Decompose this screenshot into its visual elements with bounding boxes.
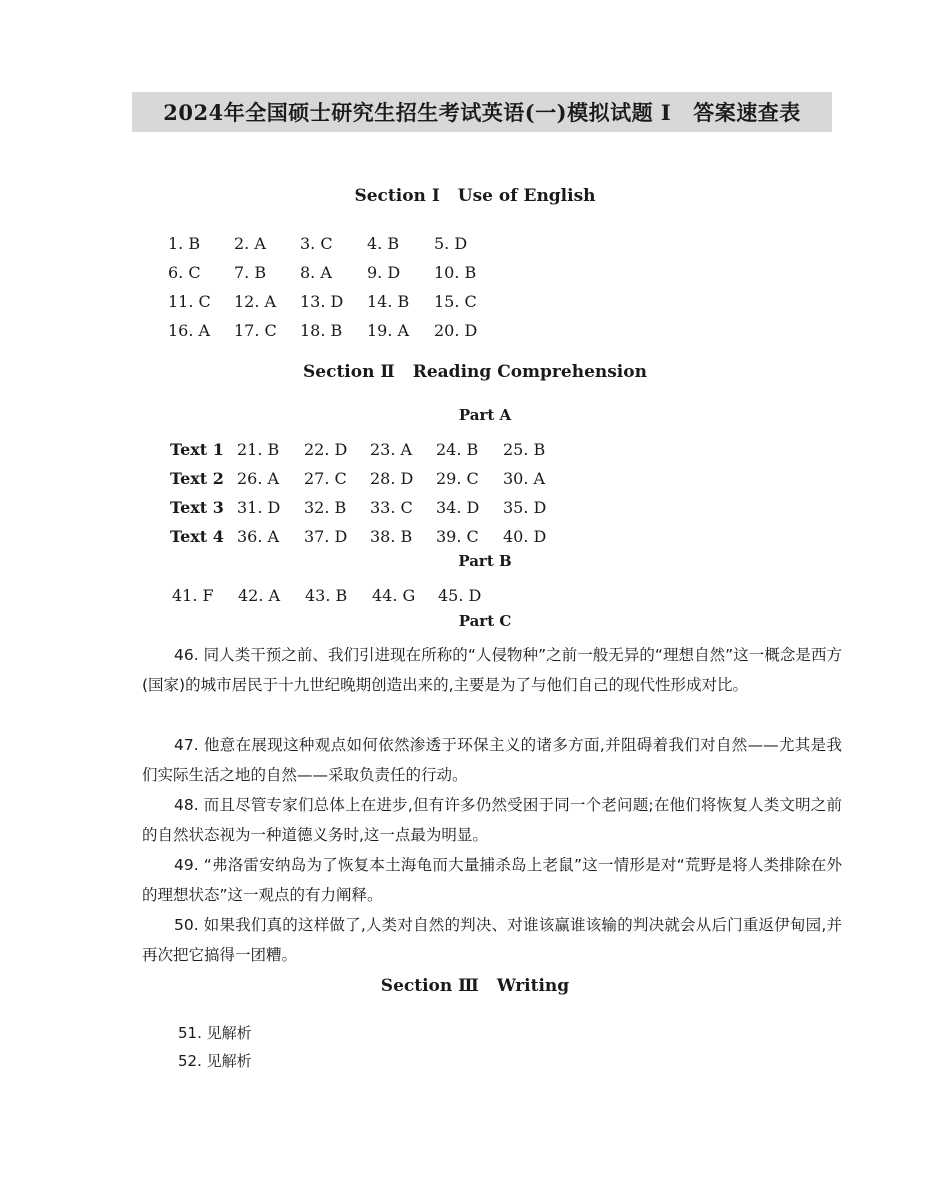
answer: 34. D (436, 498, 480, 517)
answer: 6. C (168, 263, 201, 282)
answer: 13. D (300, 292, 344, 311)
answer: 43. B (305, 586, 348, 605)
answer: 4. B (367, 234, 400, 253)
answer: 16. A (168, 321, 211, 340)
writing-item: 52. 见解析 (178, 1052, 252, 1070)
answer: 27. C (304, 469, 347, 488)
answer: 21. B (237, 440, 280, 459)
section-1-heading: Section Ⅰ Use of English (354, 186, 596, 206)
answer: 24. B (436, 440, 479, 459)
part-c-heading: Part C (458, 612, 512, 630)
answer: 42. A (238, 586, 281, 605)
answer: 44. G (372, 586, 416, 605)
answer: 18. B (300, 321, 343, 340)
text-label: Text 1 (170, 440, 224, 459)
answer: 10. B (434, 263, 477, 282)
answer: 12. A (234, 292, 277, 311)
text-label: Text 3 (170, 498, 224, 517)
answer: 19. A (367, 321, 410, 340)
answer: 36. A (237, 527, 280, 546)
section-2-heading: Section Ⅱ Reading Comprehension (303, 362, 647, 382)
translation-item: 47. 他意在展现这种观点如何依然渗透于环保主义的诸多方面,并阻碍着我们对自然——尤其是我们实际生活之地的自然——采取负责任的行动。 (142, 736, 842, 784)
answer: 7. B (234, 263, 267, 282)
answer: 3. C (300, 234, 333, 253)
answer: 5. D (434, 234, 468, 253)
answer: 9. D (367, 263, 401, 282)
title-main: 2024年全国硕士研究生招生考试英语(一)模拟试题 I (163, 100, 672, 125)
answer: 2. A (234, 234, 266, 253)
answer: 38. B (370, 527, 413, 546)
text-label: Text 4 (170, 527, 224, 546)
answer: 25. B (503, 440, 546, 459)
translation-item: 49. “弗洛雷安纳岛为了恢复本土海龟而大量捕杀岛上老鼠”这一情形是对“荒野是将人类排除在外的理想状态”这一观点的有力阐释。 (142, 856, 842, 904)
answer: 17. C (234, 321, 277, 340)
answer: 14. B (367, 292, 410, 311)
answer: 1. B (168, 234, 201, 253)
answer: 20. D (434, 321, 478, 340)
answer: 15. C (434, 292, 477, 311)
answer: 22. D (304, 440, 348, 459)
answer: 35. D (503, 498, 547, 517)
writing-item: 51. 见解析 (178, 1024, 252, 1042)
section-3-heading: Section Ⅲ Writing (380, 976, 570, 996)
text-label: Text 2 (170, 469, 224, 488)
translation-item: 46. 同人类干预之前、我们引进现在所称的“人侵物种”之前一般无异的“理想自然”这一概念是西方(国家)的城市居民于十九世纪晚期创造出来的,主要是为了与他们自己的现代性形成对比。 (142, 646, 842, 694)
answer: 28. D (370, 469, 414, 488)
part-b-heading: Part B (458, 552, 512, 570)
answer: 31. D (237, 498, 281, 517)
answer: 32. B (304, 498, 347, 517)
answer: 30. A (503, 469, 546, 488)
translation-item: 50. 如果我们真的这样做了,人类对自然的判决、对谁该赢谁该输的判决就会从后门重返伊甸园,并再次把它搞得一团糟。 (142, 916, 842, 964)
answer: 39. C (436, 527, 479, 546)
answer: 37. D (304, 527, 348, 546)
answer: 33. C (370, 498, 413, 517)
answer: 23. A (370, 440, 413, 459)
answer: 45. D (438, 586, 482, 605)
answer: 29. C (436, 469, 479, 488)
answer: 8. A (300, 263, 332, 282)
part-a-heading: Part A (458, 406, 512, 424)
translation-item: 48. 而且尽管专家们总体上在进步,但有许多仍然受困于同一个老问题;在他们将恢复人类文明之前的自然状态视为一种道德义务时,这一点最为明显。 (142, 796, 842, 844)
title-suffix: 答案速查表 (693, 100, 801, 125)
page-title (132, 92, 832, 132)
answer: 11. C (168, 292, 211, 311)
answer: 40. D (503, 527, 547, 546)
answer: 26. A (237, 469, 280, 488)
answer: 41. F (172, 586, 214, 605)
